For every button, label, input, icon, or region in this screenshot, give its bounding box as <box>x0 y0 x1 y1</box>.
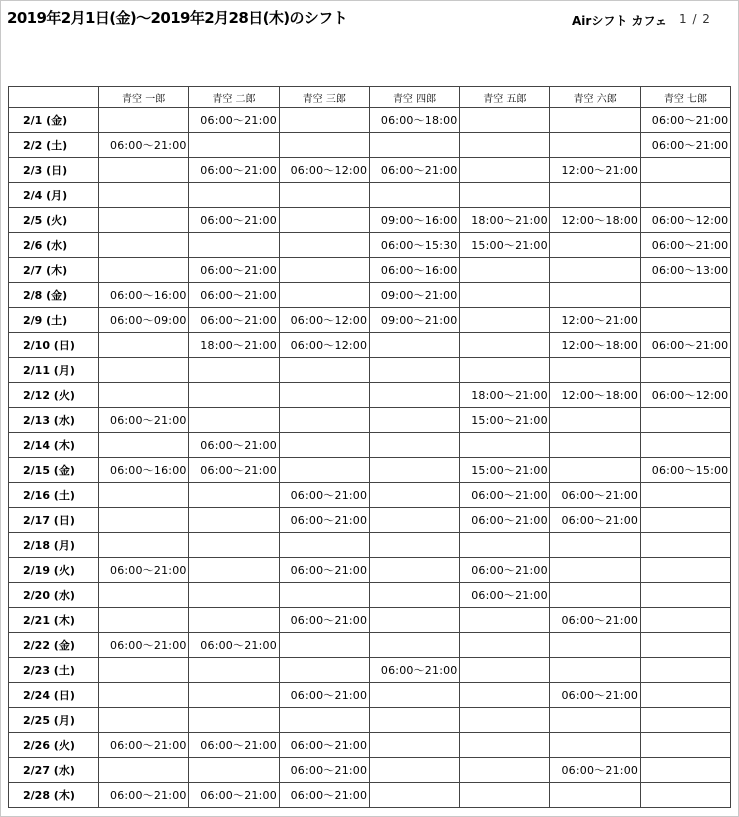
shift-cell <box>99 383 189 408</box>
shift-cell: 06:00〜18:00 <box>369 108 459 133</box>
date-cell: 2/1 (金) <box>9 108 99 133</box>
shift-cell <box>369 558 459 583</box>
shift-cell <box>369 358 459 383</box>
shift-cell <box>369 183 459 208</box>
shift-cell <box>279 433 369 458</box>
date-cell: 2/14 (木) <box>9 433 99 458</box>
shift-cell: 06:00〜12:00 <box>640 383 730 408</box>
shift-cell <box>550 358 640 383</box>
shift-cell <box>550 133 640 158</box>
shift-cell <box>279 408 369 433</box>
shift-cell: 06:00〜21:00 <box>189 258 279 283</box>
shift-cell <box>640 433 730 458</box>
shift-cell: 06:00〜21:00 <box>279 558 369 583</box>
shift-cell <box>99 158 189 183</box>
shift-cell <box>640 708 730 733</box>
shift-cell <box>189 358 279 383</box>
shift-cell <box>460 758 550 783</box>
shift-cell: 12:00〜18:00 <box>550 383 640 408</box>
shift-cell: 18:00〜21:00 <box>460 208 550 233</box>
table-row <box>9 558 731 583</box>
shift-cell <box>460 283 550 308</box>
shift-cell: 06:00〜21:00 <box>640 333 730 358</box>
table-header-row <box>9 87 731 108</box>
shift-cell <box>550 533 640 558</box>
date-cell: 2/8 (金) <box>9 283 99 308</box>
shift-cell <box>369 733 459 758</box>
date-cell: 2/11 (月) <box>9 358 99 383</box>
date-cell: 2/20 (水) <box>9 583 99 608</box>
shift-cell <box>640 583 730 608</box>
shift-cell <box>550 458 640 483</box>
shift-cell: 12:00〜21:00 <box>550 158 640 183</box>
table-row <box>9 183 731 208</box>
shift-cell: 06:00〜21:00 <box>99 783 189 808</box>
date-cell: 2/26 (火) <box>9 733 99 758</box>
shift-cell <box>369 483 459 508</box>
shift-cell: 06:00〜16:00 <box>99 283 189 308</box>
table-row <box>9 383 731 408</box>
shift-cell <box>460 783 550 808</box>
shift-cell <box>550 433 640 458</box>
shift-cell <box>189 658 279 683</box>
shift-cell <box>369 708 459 733</box>
shift-cell <box>369 408 459 433</box>
shift-cell <box>369 333 459 358</box>
shift-cell: 06:00〜21:00 <box>279 608 369 633</box>
shift-cell <box>460 733 550 758</box>
shift-cell <box>640 508 730 533</box>
shift-cell <box>189 708 279 733</box>
shift-cell <box>460 358 550 383</box>
shift-cell <box>189 233 279 258</box>
shift-cell <box>550 108 640 133</box>
shift-cell <box>550 233 640 258</box>
shift-cell <box>460 158 550 183</box>
shift-cell <box>640 283 730 308</box>
shift-cell: 06:00〜21:00 <box>460 583 550 608</box>
table-row <box>9 308 731 333</box>
shift-table <box>8 86 731 808</box>
shift-cell: 06:00〜21:00 <box>550 758 640 783</box>
shift-cell: 06:00〜21:00 <box>189 208 279 233</box>
shift-cell: 09:00〜21:00 <box>369 308 459 333</box>
shift-cell: 12:00〜18:00 <box>550 208 640 233</box>
table-row <box>9 358 731 383</box>
table-row <box>9 633 731 658</box>
shift-cell: 06:00〜21:00 <box>99 133 189 158</box>
shift-cell <box>99 583 189 608</box>
shift-cell: 06:00〜13:00 <box>640 258 730 283</box>
shift-cell: 06:00〜21:00 <box>189 458 279 483</box>
shift-cell <box>640 533 730 558</box>
shift-cell: 18:00〜21:00 <box>460 383 550 408</box>
shift-cell <box>189 608 279 633</box>
shift-cell <box>279 108 369 133</box>
shift-cell: 06:00〜12:00 <box>279 308 369 333</box>
shift-cell <box>369 433 459 458</box>
shift-cell <box>640 558 730 583</box>
shift-cell <box>640 758 730 783</box>
table-row <box>9 408 731 433</box>
shift-cell: 15:00〜21:00 <box>460 458 550 483</box>
shift-cell <box>460 308 550 333</box>
shift-cell <box>369 583 459 608</box>
shift-cell <box>189 183 279 208</box>
shift-cell <box>460 258 550 283</box>
shift-cell <box>279 383 369 408</box>
shift-cell: 06:00〜21:00 <box>550 608 640 633</box>
shift-cell: 06:00〜12:00 <box>640 208 730 233</box>
date-cell: 2/22 (金) <box>9 633 99 658</box>
shift-cell <box>460 708 550 733</box>
date-cell: 2/7 (木) <box>9 258 99 283</box>
shift-cell <box>99 233 189 258</box>
shift-cell <box>189 408 279 433</box>
date-cell: 2/9 (土) <box>9 308 99 333</box>
shift-cell <box>550 283 640 308</box>
shift-cell: 06:00〜21:00 <box>189 783 279 808</box>
shift-cell <box>99 608 189 633</box>
shift-cell <box>550 658 640 683</box>
date-cell: 2/13 (水) <box>9 408 99 433</box>
shift-cell: 06:00〜21:00 <box>369 658 459 683</box>
shift-cell <box>640 408 730 433</box>
shift-cell: 15:00〜21:00 <box>460 233 550 258</box>
table-row <box>9 683 731 708</box>
shift-cell <box>279 633 369 658</box>
shift-cell <box>640 183 730 208</box>
shift-cell <box>99 433 189 458</box>
date-cell: 2/28 (木) <box>9 783 99 808</box>
table-row <box>9 133 731 158</box>
date-cell: 2/25 (月) <box>9 708 99 733</box>
shift-cell: 06:00〜21:00 <box>279 483 369 508</box>
shift-cell <box>460 333 550 358</box>
date-column-header <box>9 87 99 108</box>
shift-cell: 12:00〜21:00 <box>550 308 640 333</box>
shift-cell <box>550 183 640 208</box>
shift-cell: 06:00〜15:30 <box>369 233 459 258</box>
staff-column-header: 青空 七郎 <box>640 87 730 108</box>
date-cell: 2/10 (日) <box>9 333 99 358</box>
shift-cell <box>189 758 279 783</box>
shift-cell <box>189 383 279 408</box>
shift-cell <box>189 508 279 533</box>
shift-cell <box>189 533 279 558</box>
shift-cell: 06:00〜21:00 <box>189 158 279 183</box>
shift-cell: 06:00〜21:00 <box>189 283 279 308</box>
shift-cell <box>640 158 730 183</box>
staff-column-header: 青空 三郎 <box>279 87 369 108</box>
shift-cell <box>460 608 550 633</box>
date-cell: 2/19 (火) <box>9 558 99 583</box>
staff-column-header: 青空 一郎 <box>99 87 189 108</box>
staff-column-header: 青空 五郎 <box>460 87 550 108</box>
shift-cell <box>460 183 550 208</box>
shift-cell <box>99 508 189 533</box>
table-row <box>9 333 731 358</box>
staff-column-header: 青空 六郎 <box>550 87 640 108</box>
shift-cell <box>99 258 189 283</box>
shift-cell <box>640 733 730 758</box>
shift-cell: 09:00〜16:00 <box>369 208 459 233</box>
date-cell: 2/4 (月) <box>9 183 99 208</box>
shift-cell <box>550 583 640 608</box>
shift-cell: 06:00〜12:00 <box>279 333 369 358</box>
shift-cell <box>369 458 459 483</box>
shift-cell: 06:00〜21:00 <box>640 133 730 158</box>
shift-cell <box>460 533 550 558</box>
table-row <box>9 433 731 458</box>
shift-cell: 06:00〜21:00 <box>460 483 550 508</box>
table-row <box>9 608 731 633</box>
staff-column-header: 青空 四郎 <box>369 87 459 108</box>
date-cell: 2/21 (木) <box>9 608 99 633</box>
shift-cell <box>550 783 640 808</box>
shift-cell <box>99 758 189 783</box>
shift-cell <box>99 533 189 558</box>
shift-cell <box>189 683 279 708</box>
date-cell: 2/27 (水) <box>9 758 99 783</box>
shift-cell <box>550 633 640 658</box>
date-cell: 2/2 (土) <box>9 133 99 158</box>
shift-cell <box>369 533 459 558</box>
shift-cell <box>460 683 550 708</box>
shift-cell <box>279 183 369 208</box>
shift-cell: 06:00〜21:00 <box>460 558 550 583</box>
shift-cell: 06:00〜09:00 <box>99 308 189 333</box>
shift-cell <box>279 533 369 558</box>
table-row <box>9 583 731 608</box>
shift-cell: 06:00〜21:00 <box>189 433 279 458</box>
shift-cell <box>369 683 459 708</box>
shift-cell <box>550 258 640 283</box>
shift-cell: 06:00〜16:00 <box>99 458 189 483</box>
shift-cell <box>369 133 459 158</box>
shift-cell <box>550 558 640 583</box>
date-cell: 2/15 (金) <box>9 458 99 483</box>
page-indicator: 1 / 2 <box>679 12 711 26</box>
shift-cell <box>279 658 369 683</box>
shift-cell <box>460 133 550 158</box>
shift-cell: 06:00〜21:00 <box>99 633 189 658</box>
shift-cell: 06:00〜21:00 <box>99 733 189 758</box>
shift-cell <box>640 683 730 708</box>
shift-cell: 06:00〜21:00 <box>189 108 279 133</box>
page-title: 2019年2月1日(金)〜2019年2月28日(木)のシフト <box>7 9 348 27</box>
shift-cell: 06:00〜12:00 <box>279 158 369 183</box>
shift-cell: 06:00〜21:00 <box>640 108 730 133</box>
table-row <box>9 158 731 183</box>
shift-cell: 06:00〜21:00 <box>99 558 189 583</box>
date-cell: 2/18 (月) <box>9 533 99 558</box>
table-row <box>9 508 731 533</box>
table-row <box>9 258 731 283</box>
table-row <box>9 283 731 308</box>
table-row <box>9 108 731 133</box>
shift-cell <box>640 483 730 508</box>
shift-cell <box>640 608 730 633</box>
shift-cell: 09:00〜21:00 <box>369 283 459 308</box>
shift-cell: 06:00〜16:00 <box>369 258 459 283</box>
date-cell: 2/24 (日) <box>9 683 99 708</box>
shift-cell <box>279 283 369 308</box>
shift-cell: 06:00〜21:00 <box>369 158 459 183</box>
shift-cell <box>189 483 279 508</box>
table-body <box>9 108 731 808</box>
shift-cell <box>369 608 459 633</box>
shift-cell <box>279 208 369 233</box>
shift-cell <box>99 183 189 208</box>
date-cell: 2/17 (日) <box>9 508 99 533</box>
shift-cell: 06:00〜21:00 <box>550 508 640 533</box>
table-row <box>9 783 731 808</box>
shift-cell <box>369 508 459 533</box>
shift-cell: 06:00〜21:00 <box>550 683 640 708</box>
shift-cell <box>460 108 550 133</box>
shift-cell <box>369 383 459 408</box>
shift-cell <box>279 358 369 383</box>
date-cell: 2/6 (水) <box>9 233 99 258</box>
date-cell: 2/16 (土) <box>9 483 99 508</box>
shift-cell <box>99 708 189 733</box>
shift-cell <box>189 133 279 158</box>
table-row <box>9 708 731 733</box>
shift-cell <box>460 433 550 458</box>
shift-cell: 06:00〜21:00 <box>279 508 369 533</box>
shift-cell: 18:00〜21:00 <box>189 333 279 358</box>
shift-cell: 06:00〜21:00 <box>279 758 369 783</box>
shift-cell <box>99 333 189 358</box>
shift-cell <box>99 358 189 383</box>
shift-cell <box>640 358 730 383</box>
shift-cell <box>279 258 369 283</box>
shift-cell <box>189 583 279 608</box>
table-row <box>9 533 731 558</box>
date-cell: 2/12 (火) <box>9 383 99 408</box>
shift-cell <box>99 683 189 708</box>
shift-cell: 06:00〜21:00 <box>279 783 369 808</box>
shift-cell <box>369 633 459 658</box>
shift-cell: 06:00〜21:00 <box>279 683 369 708</box>
shift-cell <box>99 658 189 683</box>
shift-cell <box>550 708 640 733</box>
shift-cell: 06:00〜21:00 <box>550 483 640 508</box>
shift-cell <box>279 233 369 258</box>
shift-cell <box>99 483 189 508</box>
shift-cell <box>460 658 550 683</box>
date-cell: 2/3 (日) <box>9 158 99 183</box>
date-cell: 2/23 (土) <box>9 658 99 683</box>
shift-cell <box>640 633 730 658</box>
shift-cell: 06:00〜21:00 <box>189 633 279 658</box>
shift-cell: 06:00〜21:00 <box>640 233 730 258</box>
shift-cell <box>640 658 730 683</box>
table-row <box>9 658 731 683</box>
shift-cell <box>279 133 369 158</box>
shift-cell <box>99 208 189 233</box>
shift-cell: 06:00〜21:00 <box>279 733 369 758</box>
shift-cell <box>279 458 369 483</box>
date-cell: 2/5 (火) <box>9 208 99 233</box>
table-row <box>9 483 731 508</box>
shift-cell <box>369 758 459 783</box>
shift-cell: 12:00〜18:00 <box>550 333 640 358</box>
shift-cell <box>189 558 279 583</box>
shift-cell <box>279 708 369 733</box>
shift-cell: 06:00〜21:00 <box>189 308 279 333</box>
shift-cell: 06:00〜15:00 <box>640 458 730 483</box>
shift-cell <box>640 783 730 808</box>
shift-cell <box>279 583 369 608</box>
shift-cell <box>99 108 189 133</box>
shift-cell: 06:00〜21:00 <box>460 508 550 533</box>
table-row <box>9 758 731 783</box>
shift-cell <box>550 733 640 758</box>
staff-column-header: 青空 二郎 <box>189 87 279 108</box>
shift-cell <box>640 308 730 333</box>
store-name: Airシフト カフェ <box>572 14 667 28</box>
table-row <box>9 208 731 233</box>
shift-cell <box>550 408 640 433</box>
shift-cell: 15:00〜21:00 <box>460 408 550 433</box>
shift-cell: 06:00〜21:00 <box>189 733 279 758</box>
shift-cell: 06:00〜21:00 <box>99 408 189 433</box>
shift-cell <box>369 783 459 808</box>
table-row <box>9 458 731 483</box>
shift-cell <box>460 633 550 658</box>
table-row <box>9 733 731 758</box>
table-row <box>9 233 731 258</box>
